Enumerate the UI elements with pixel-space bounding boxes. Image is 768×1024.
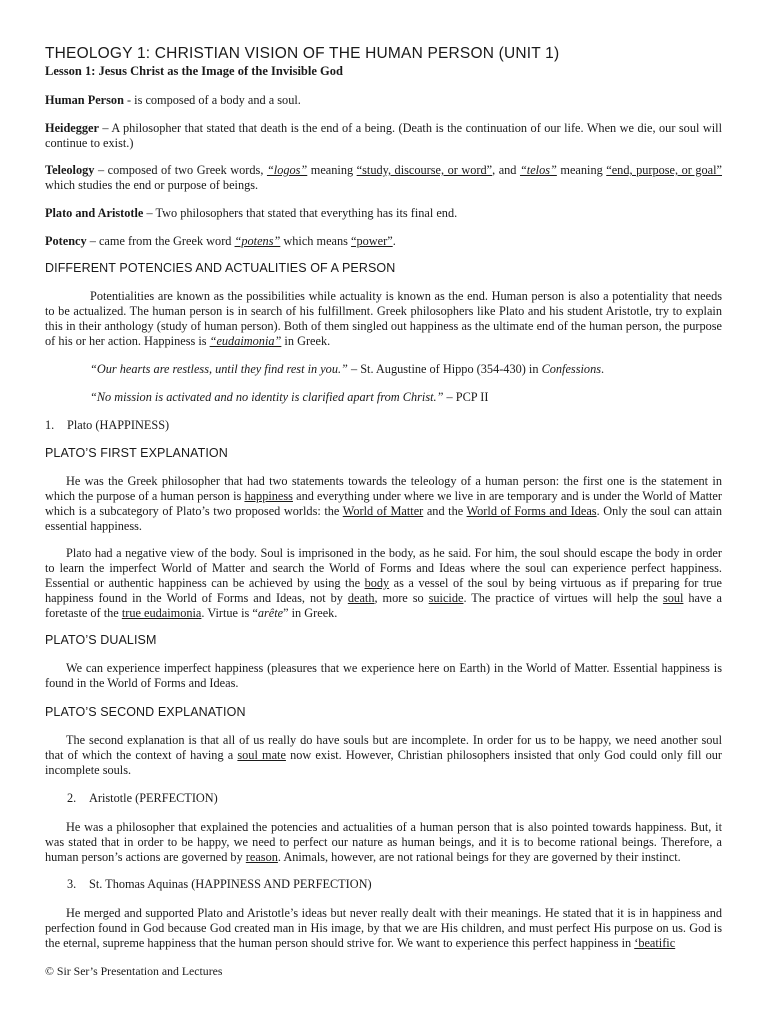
- definition-text: – Two philosophers that stated that everything has its final end.: [143, 206, 458, 220]
- definition-human-person: [45, 93, 722, 108]
- list-item-plato: [45, 418, 722, 433]
- definition-text: which means: [280, 234, 352, 248]
- heading-plato-second: PLATO’S SECOND EXPLANATION: [45, 705, 246, 719]
- word-eudaimonia: “eudaimonia”: [209, 334, 282, 348]
- underlined-term: reason: [245, 850, 278, 864]
- meaning-power: “power”: [351, 234, 393, 248]
- quote-punct: .: [601, 362, 605, 376]
- underlined-term: ‘beatific: [634, 936, 676, 950]
- paragraph-potentialities: [45, 289, 722, 349]
- definition-plato-aristotle: [45, 206, 722, 221]
- list-number: 2.: [67, 791, 77, 805]
- quote-text: “No mission is activated and no identity is clarified apart from Christ.”: [90, 390, 444, 404]
- definition-text: – composed of two Greek words,: [94, 163, 267, 177]
- underlined-term: World of Matter: [342, 504, 424, 518]
- definition-teleology: [45, 163, 722, 193]
- paragraph-text: He was the Greek philosopher that had two statements towards the teleology of a human person: the first one is the statement in which the purpose of a human person is: [45, 474, 722, 503]
- definition-text: which studies the end or purpose of beings.: [45, 178, 259, 192]
- list-number: 1.: [45, 418, 55, 432]
- word-potens: “potens”: [234, 234, 281, 248]
- book-title: Confessions: [541, 362, 602, 376]
- paragraph-text: and everything under where we live in are temporary and is under the World of Matter which is a subcategory of Plato’s two proposed worlds: the: [45, 489, 722, 518]
- list-text: Aristotle (PERFECTION): [89, 791, 218, 805]
- quote-augustine: [90, 362, 722, 377]
- heading-plato-first: PLATO’S FIRST EXPLANATION: [45, 446, 228, 460]
- paragraph-aquinas: [45, 906, 722, 951]
- quote-text: “Our hearts are restless, until they find rest in you.”: [90, 362, 348, 376]
- paragraph-text: have a foretaste of the: [45, 591, 722, 620]
- underlined-term: happiness: [244, 489, 293, 503]
- paragraph-text: . Animals, however, are not rational beings for they are governed by their instinct.: [277, 850, 681, 864]
- paragraph-aristotle: [45, 820, 722, 865]
- heading-potencies: DIFFERENT POTENCIES AND ACTUALITIES OF A PERSON: [45, 261, 396, 275]
- paragraph-plato-body: [45, 546, 722, 621]
- quote-attribution: – St. Augustine of Hippo (354-430) in: [347, 362, 542, 376]
- paragraph-text: . Only the soul can attain essential happiness.: [45, 504, 722, 533]
- list-text: Plato (HAPPINESS): [67, 418, 170, 432]
- paragraph-text: as a vessel of the soul by being virtuous as if preparing for true happiness found in the World of Forms and Ideas, not by: [45, 576, 722, 605]
- paragraph-text: The second explanation is that all of us really do have souls but are incomplete. In order for us to be happy, we need another soul that of which the context of having a: [45, 733, 722, 762]
- heading-plato-dualism: PLATO’S DUALISM: [45, 633, 157, 647]
- paragraph-plato-second: [45, 733, 722, 778]
- term-teleology: Teleology: [45, 163, 95, 177]
- paragraph-text: He merged and supported Plato and Aristotle’s ideas but never really dealt with their meanings. He stated that it is in happiness and perfection found in God because God created man in His image, by that we are His children, and must perfect His purpose on us. God is the eternal, supreme happiness that the human person should strive for. We want to experience this perfect happiness in: [45, 906, 722, 950]
- paragraph-plato-dualism: We can experience imperfect happiness (pleasures that we experience here on Earth) in the World of Matter. Essential happiness is found in the World of Forms and Ideas.: [45, 661, 722, 690]
- list-item-aquinas: [45, 877, 722, 892]
- paragraph-text: in Greek.: [281, 334, 331, 348]
- definition-text: - is composed of a body and a soul.: [123, 93, 301, 107]
- meaning-study: “study, discourse, or word”: [356, 163, 493, 177]
- definition-potency: [45, 234, 722, 249]
- underlined-term: true eudaimonia: [121, 606, 202, 620]
- definition-text: – came from the Greek word: [86, 234, 235, 248]
- term-human-person: Human Person: [45, 93, 124, 107]
- underlined-term: soul: [662, 591, 684, 605]
- list-item-aristotle: [45, 791, 722, 806]
- quote-pcp: [90, 390, 722, 405]
- definition-heidegger: [45, 121, 722, 151]
- underlined-term: World of Forms and Ideas: [466, 504, 597, 518]
- paragraph-text: , more so: [374, 591, 429, 605]
- word-logos: “logos”: [266, 163, 308, 177]
- document-title: THEOLOGY 1: CHRISTIAN VISION OF THE HUMAN PERSON (UNIT 1): [45, 45, 560, 62]
- definition-text: , and: [492, 163, 520, 177]
- definition-text: – A philosopher that stated that death is the end of a being. (Death is the continuation of our life. When we die, our soul will continue to exist.): [45, 121, 722, 150]
- paragraph-text: Potentialities are known as the possibilities while actuality is known as the end. Human person is also a potentiality that needs to be actualized. The human person is in search of his fulfillment. Greek philosophers like Plato and his student Aristotle, try to explain this in their anthology (study of human person). Both of them singled out happiness as the ultimate end of the human person, the purpose of his or her action. Happiness is: [45, 289, 722, 348]
- paragraph-text: . Virtue is “: [201, 606, 258, 620]
- underlined-term: death: [347, 591, 375, 605]
- meaning-end: “end, purpose, or goal”: [606, 163, 722, 177]
- underlined-term: suicide: [428, 591, 464, 605]
- paragraph-plato-first: [45, 474, 722, 534]
- term-heidegger: Heidegger: [45, 121, 99, 135]
- footer-copyright: © Sir Ser’s Presentation and Lectures: [45, 964, 223, 978]
- lesson-title: Lesson 1: Jesus Christ as the Image of the Invisible God: [45, 64, 343, 78]
- list-text: St. Thomas Aquinas (HAPPINESS AND PERFECTION): [89, 877, 372, 891]
- word-telos: “telos”: [519, 163, 557, 177]
- paragraph-text: now exist. However, Christian philosophers insisted that only God could only fill our incomplete souls.: [45, 748, 722, 777]
- definition-text: meaning: [556, 163, 607, 177]
- definition-text: meaning: [307, 163, 357, 177]
- paragraph-text: He was a philosopher that explained the potencies and actualities of a human person that is also pointed towards happiness. But, it was stated that in order to be happy, we need to perfect our nature as human beings, and it is to become rational beings. Therefore, a human person’s actions are governed by: [45, 820, 722, 864]
- paragraph-text: . The practice of virtues will help the: [463, 591, 663, 605]
- quote-attribution: – PCP II: [443, 390, 489, 404]
- word-arete: arête: [257, 606, 284, 620]
- paragraph-text: ” in Greek.: [283, 606, 338, 620]
- underlined-term: soul mate: [237, 748, 286, 762]
- list-number: 3.: [67, 877, 77, 891]
- underlined-term: body: [364, 576, 390, 590]
- definition-text: .: [392, 234, 396, 248]
- paragraph-text: and the: [423, 504, 467, 518]
- paragraph-text: Plato had a negative view of the body. Soul is imprisoned in the body, as he said. For him, the soul should escape the body in order to learn the imperfect World of Matter and search the World of Forms and Ideas where the soul can experience perfect happiness. Essential or authentic happiness can be achieved by using the: [45, 546, 722, 590]
- term-potency: Potency: [45, 234, 87, 248]
- term-plato-aristotle: Plato and Aristotle: [45, 206, 144, 220]
